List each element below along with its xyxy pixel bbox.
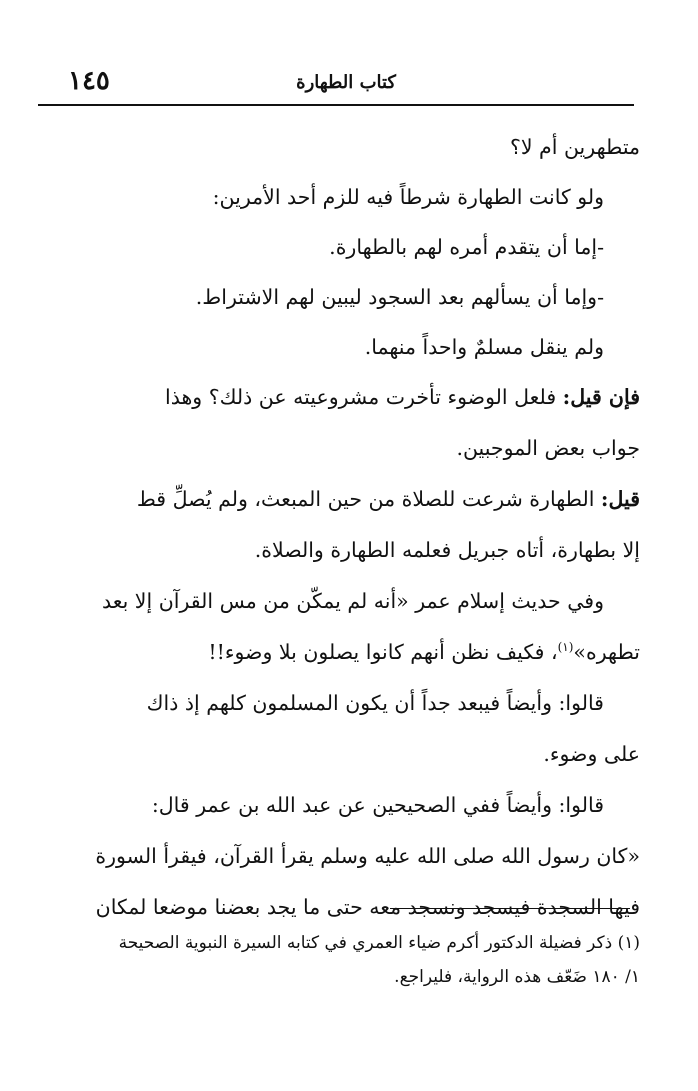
page-number: ١٤٥ [68, 66, 110, 96]
footnote-rule [390, 908, 630, 909]
footnote [56, 926, 640, 994]
text-line: ولم ينقل مسلمٌ واحداً منهما. [364, 335, 604, 359]
text-line: قالوا: وأيضاً ففي الصحيحين عن عبد الله بن عمر قال: [151, 793, 604, 817]
text-line: فإن قيل: فلعل الوضوء تأخرت مشروعيته عن ذلك؟ وهذا [165, 385, 640, 409]
text-line: ولو كانت الطهارة شرطاً فيه للزم أحد الأمرين: [212, 185, 604, 209]
footnote-line: (١) ذكر فضيلة الدكتور أكرم ضياء العمري في كتابه السيرة النبوية الصحيحة [118, 933, 640, 953]
main-text [58, 122, 640, 933]
text-line: جواب بعض الموجبين. [456, 436, 640, 460]
text-line: قالوا: وأيضاً فيبعد جداً أن يكون المسلمون كلهم إذ ذاك [146, 691, 604, 715]
text-line: متطهرين أم لا؟ [509, 135, 640, 159]
text-line: -إما أن يتقدم أمره لهم بالطهارة. [329, 235, 604, 259]
running-title: كتاب الطهارة [296, 72, 396, 93]
text-line: -وإما أن يسألهم بعد السجود ليبين لهم الاشتراط. [195, 285, 604, 309]
text-line: فيها السجدة فيسجد ونسجد معه حتى ما يجد بعضنا موضعا لمكان [95, 895, 640, 919]
page-header [38, 66, 634, 102]
footnote-ref: (١) [557, 640, 574, 655]
footnote-line: ١/ ١٨٠ ضَعّف هذه الرواية، فليراجع. [394, 967, 640, 987]
text-line: قيل: الطهارة شرعت للصلاة من حين المبعث، ولم يُصلِّ قط [136, 487, 640, 511]
text-line: تطهره»$^{(١)}$، فكيف نظن أنهم كانوا يصلون بلا وضوء!! [208, 640, 640, 664]
answer-label: قيل: [600, 487, 640, 511]
text-line: إلا بطهارة، أتاه جبريل فعلمه الطهارة والصلاة. [254, 538, 640, 562]
text-line: على وضوء. [543, 742, 640, 766]
text-line: وفي حديث إسلام عمر «أنه لم يمكّن من مس القرآن إلا بعد [101, 589, 604, 613]
text-line: «كان رسول الله صلى الله عليه وسلم يقرأ القرآن، فيقرأ السورة [95, 844, 640, 868]
header-rule [38, 104, 634, 106]
question-label: فإن قيل: [562, 385, 640, 409]
